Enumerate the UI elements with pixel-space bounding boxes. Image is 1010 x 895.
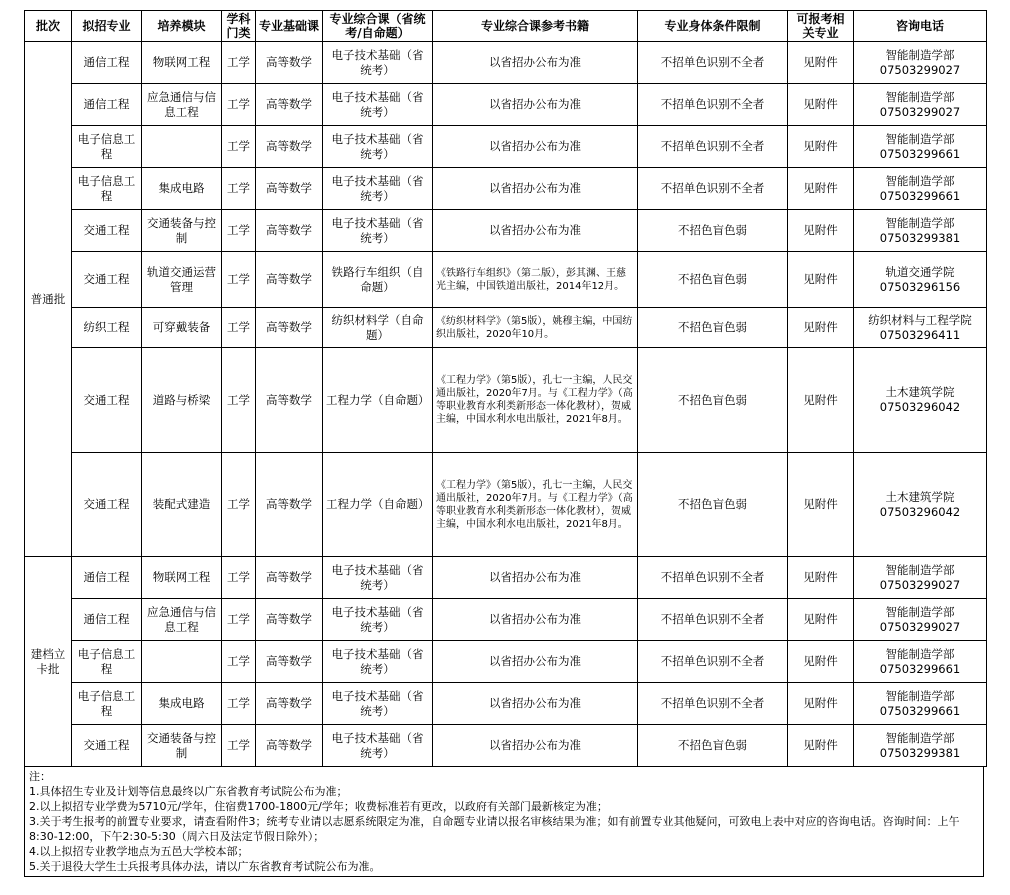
course-cell: 电子技术基础（省统考） [323,210,433,252]
physical-limit-cell: 不招色盲色弱 [638,453,788,557]
table-row [25,453,987,557]
reference-books-cell: 以省招办公布为准 [433,210,638,252]
related-majors-cell: 见附件 [788,126,854,168]
course-cell: 电子技术基础（省统考） [323,42,433,84]
header-physical-limit: 专业身体条件限制 [638,11,788,42]
physical-limit-cell: 不招单色识别不全者 [638,557,788,599]
category-cell: 工学 [222,453,256,557]
related-majors-cell: 见附件 [788,168,854,210]
table-row [25,683,987,725]
basic-course-cell: 高等数学 [256,252,323,308]
course-cell: 纺织材料学（自命题） [323,308,433,348]
major-cell: 交通工程 [72,453,142,557]
table-row [25,308,987,348]
course-cell: 电子技术基础（省统考） [323,599,433,641]
admission-table [24,10,987,767]
reference-books-cell: 《工程力学》（第5版），孔七一主编，人民交通出版社，2020年7月。与《工程力学》（高等职业教育水利类新形态一体化教材），贺威主编，中国水利水电出版社，2021年8月。 [433,348,638,453]
table-row [25,599,987,641]
course-cell: 电子技术基础（省统考） [323,84,433,126]
related-majors-cell: 见附件 [788,599,854,641]
reference-books-cell: 以省招办公布为准 [433,683,638,725]
category-cell: 工学 [222,308,256,348]
major-cell: 通信工程 [72,42,142,84]
note-item: 1.具体招生专业及计划等信息最终以广东省教育考试院公布为准； [29,785,348,798]
table-row [25,557,987,599]
physical-limit-cell: 不招单色识别不全者 [638,84,788,126]
contact-cell: 智能制造学部07503299661 [854,683,987,725]
physical-limit-cell: 不招单色识别不全者 [638,599,788,641]
contact-cell: 智能制造学部07503299661 [854,641,987,683]
basic-course-cell: 高等数学 [256,641,323,683]
category-cell: 工学 [222,599,256,641]
note-item: 3.关于考生报考的前置专业要求，请查看附件3；统考专业请以志愿系统限定为准，自命题专业请以报名审核结果为准；如有前置专业其他疑问，可致电上表中对应的咨询电话。咨询时间：上午8:30-12:00，下午2:30-5:30（周六日及法定节假日除外）； [29,815,960,843]
physical-limit-cell: 不招色盲色弱 [638,348,788,453]
header-basic-course: 专业基础课 [256,11,323,42]
header-batch: 批次 [25,11,72,42]
physical-limit-cell: 不招单色识别不全者 [638,641,788,683]
module-cell [142,126,222,168]
category-cell: 工学 [222,42,256,84]
contact-cell: 土木建筑学院07503296042 [854,348,987,453]
module-cell: 可穿戴装备 [142,308,222,348]
major-cell: 交通工程 [72,725,142,767]
basic-course-cell: 高等数学 [256,725,323,767]
module-cell: 装配式建造 [142,453,222,557]
category-cell: 工学 [222,641,256,683]
related-majors-cell: 见附件 [788,42,854,84]
basic-course-cell: 高等数学 [256,683,323,725]
related-majors-cell: 见附件 [788,348,854,453]
major-cell: 交通工程 [72,252,142,308]
major-cell: 交通工程 [72,348,142,453]
table-row [25,252,987,308]
batch-cell: 建档立卡批 [25,557,72,767]
reference-books-cell: 以省招办公布为准 [433,84,638,126]
major-cell: 通信工程 [72,599,142,641]
table-row [25,348,987,453]
table-row [25,210,987,252]
module-cell: 物联网工程 [142,557,222,599]
contact-cell: 智能制造学部07503299027 [854,84,987,126]
module-cell: 轨道交通运营管理 [142,252,222,308]
category-cell: 工学 [222,210,256,252]
basic-course-cell: 高等数学 [256,557,323,599]
basic-course-cell: 高等数学 [256,42,323,84]
notes-title: 注： [29,770,51,783]
basic-course-cell: 高等数学 [256,453,323,557]
reference-books-cell: 以省招办公布为准 [433,641,638,683]
module-cell: 应急通信与信息工程 [142,84,222,126]
course-cell: 电子技术基础（省统考） [323,126,433,168]
header-comprehensive-course: 专业综合课（省统考/自命题） [323,11,433,42]
contact-cell: 智能制造学部07503299027 [854,557,987,599]
reference-books-cell: 以省招办公布为准 [433,126,638,168]
physical-limit-cell: 不招单色识别不全者 [638,42,788,84]
module-cell: 交通装备与控制 [142,210,222,252]
note-item: 2.以上拟招专业学费为5710元/学年，住宿费1700-1800元/学年；收费标准若有更改，以政府有关部门最新核定为准； [29,800,608,813]
module-cell: 交通装备与控制 [142,725,222,767]
contact-cell: 智能制造学部07503299661 [854,126,987,168]
physical-limit-cell: 不招色盲色弱 [638,252,788,308]
note-item: 5.关于退役大学生士兵报考具体办法，请以广东省教育考试院公布为准。 [29,860,381,873]
module-cell: 应急通信与信息工程 [142,599,222,641]
contact-cell: 智能制造学部07503299661 [854,168,987,210]
basic-course-cell: 高等数学 [256,308,323,348]
reference-books-cell: 以省招办公布为准 [433,168,638,210]
course-cell: 电子技术基础（省统考） [323,168,433,210]
table-row [25,84,987,126]
related-majors-cell: 见附件 [788,683,854,725]
course-cell: 电子技术基础（省统考） [323,557,433,599]
related-majors-cell: 见附件 [788,252,854,308]
contact-cell: 智能制造学部07503299381 [854,725,987,767]
header-module: 培养模块 [142,11,222,42]
basic-course-cell: 高等数学 [256,84,323,126]
major-cell: 交通工程 [72,210,142,252]
physical-limit-cell: 不招单色识别不全者 [638,168,788,210]
header-reference-books: 专业综合课参考书籍 [433,11,638,42]
course-cell: 工程力学（自命题） [323,453,433,557]
related-majors-cell: 见附件 [788,308,854,348]
course-cell: 铁路行车组织（自命题） [323,252,433,308]
major-cell: 电子信息工程 [72,683,142,725]
category-cell: 工学 [222,348,256,453]
admission-sheet [24,10,986,877]
reference-books-cell: 《工程力学》（第5版），孔七一主编，人民交通出版社，2020年7月。与《工程力学》（高等职业教育水利类新形态一体化教材），贺威主编，中国水利水电出版社，2021年8月。 [433,453,638,557]
module-cell: 物联网工程 [142,42,222,84]
table-header-row [25,11,987,42]
header-category: 学科门类 [222,11,256,42]
reference-books-cell: 以省招办公布为准 [433,599,638,641]
related-majors-cell: 见附件 [788,84,854,126]
related-majors-cell: 见附件 [788,725,854,767]
category-cell: 工学 [222,126,256,168]
reference-books-cell: 以省招办公布为准 [433,725,638,767]
category-cell: 工学 [222,168,256,210]
contact-cell: 土木建筑学院07503296042 [854,453,987,557]
major-cell: 电子信息工程 [72,641,142,683]
table-row [25,168,987,210]
related-majors-cell: 见附件 [788,210,854,252]
header-related-majors: 可报考相关专业 [788,11,854,42]
table-row [25,641,987,683]
course-cell: 电子技术基础（省统考） [323,725,433,767]
module-cell [142,641,222,683]
course-cell: 电子技术基础（省统考） [323,641,433,683]
module-cell: 道路与桥梁 [142,348,222,453]
major-cell: 通信工程 [72,84,142,126]
note-item: 4.以上拟招专业教学地点为五邑大学校本部； [29,845,249,858]
major-cell: 电子信息工程 [72,126,142,168]
physical-limit-cell: 不招单色识别不全者 [638,126,788,168]
contact-cell: 轨道交通学院07503296156 [854,252,987,308]
category-cell: 工学 [222,252,256,308]
basic-course-cell: 高等数学 [256,599,323,641]
course-cell: 工程力学（自命题） [323,348,433,453]
table-row [25,126,987,168]
module-cell: 集成电路 [142,683,222,725]
physical-limit-cell: 不招单色识别不全者 [638,683,788,725]
batch-cell: 普通批 [25,42,72,557]
basic-course-cell: 高等数学 [256,168,323,210]
table-row [25,42,987,84]
major-cell: 电子信息工程 [72,168,142,210]
reference-books-cell: 《纺织材料学》（第5版），姚穆主编，中国纺织出版社，2020年10月。 [433,308,638,348]
physical-limit-cell: 不招色盲色弱 [638,308,788,348]
major-cell: 纺织工程 [72,308,142,348]
notes-list [29,784,981,874]
notes-section [24,767,984,877]
contact-cell: 智能制造学部07503299381 [854,210,987,252]
physical-limit-cell: 不招色盲色弱 [638,210,788,252]
physical-limit-cell: 不招色盲色弱 [638,725,788,767]
course-cell: 电子技术基础（省统考） [323,683,433,725]
reference-books-cell: 以省招办公布为准 [433,42,638,84]
category-cell: 工学 [222,557,256,599]
related-majors-cell: 见附件 [788,641,854,683]
table-body [25,42,987,767]
category-cell: 工学 [222,683,256,725]
basic-course-cell: 高等数学 [256,126,323,168]
category-cell: 工学 [222,84,256,126]
table-row [25,725,987,767]
basic-course-cell: 高等数学 [256,210,323,252]
contact-cell: 智能制造学部07503299027 [854,599,987,641]
basic-course-cell: 高等数学 [256,348,323,453]
header-major: 拟招专业 [72,11,142,42]
reference-books-cell: 以省招办公布为准 [433,557,638,599]
contact-cell: 纺织材料与工程学院07503296411 [854,308,987,348]
reference-books-cell: 《铁路行车组织》（第二版），彭其渊、王慈光主编，中国铁道出版社，2014年12月。 [433,252,638,308]
module-cell: 集成电路 [142,168,222,210]
major-cell: 通信工程 [72,557,142,599]
related-majors-cell: 见附件 [788,557,854,599]
header-contact: 咨询电话 [854,11,987,42]
contact-cell: 智能制造学部07503299027 [854,42,987,84]
category-cell: 工学 [222,725,256,767]
related-majors-cell: 见附件 [788,453,854,557]
